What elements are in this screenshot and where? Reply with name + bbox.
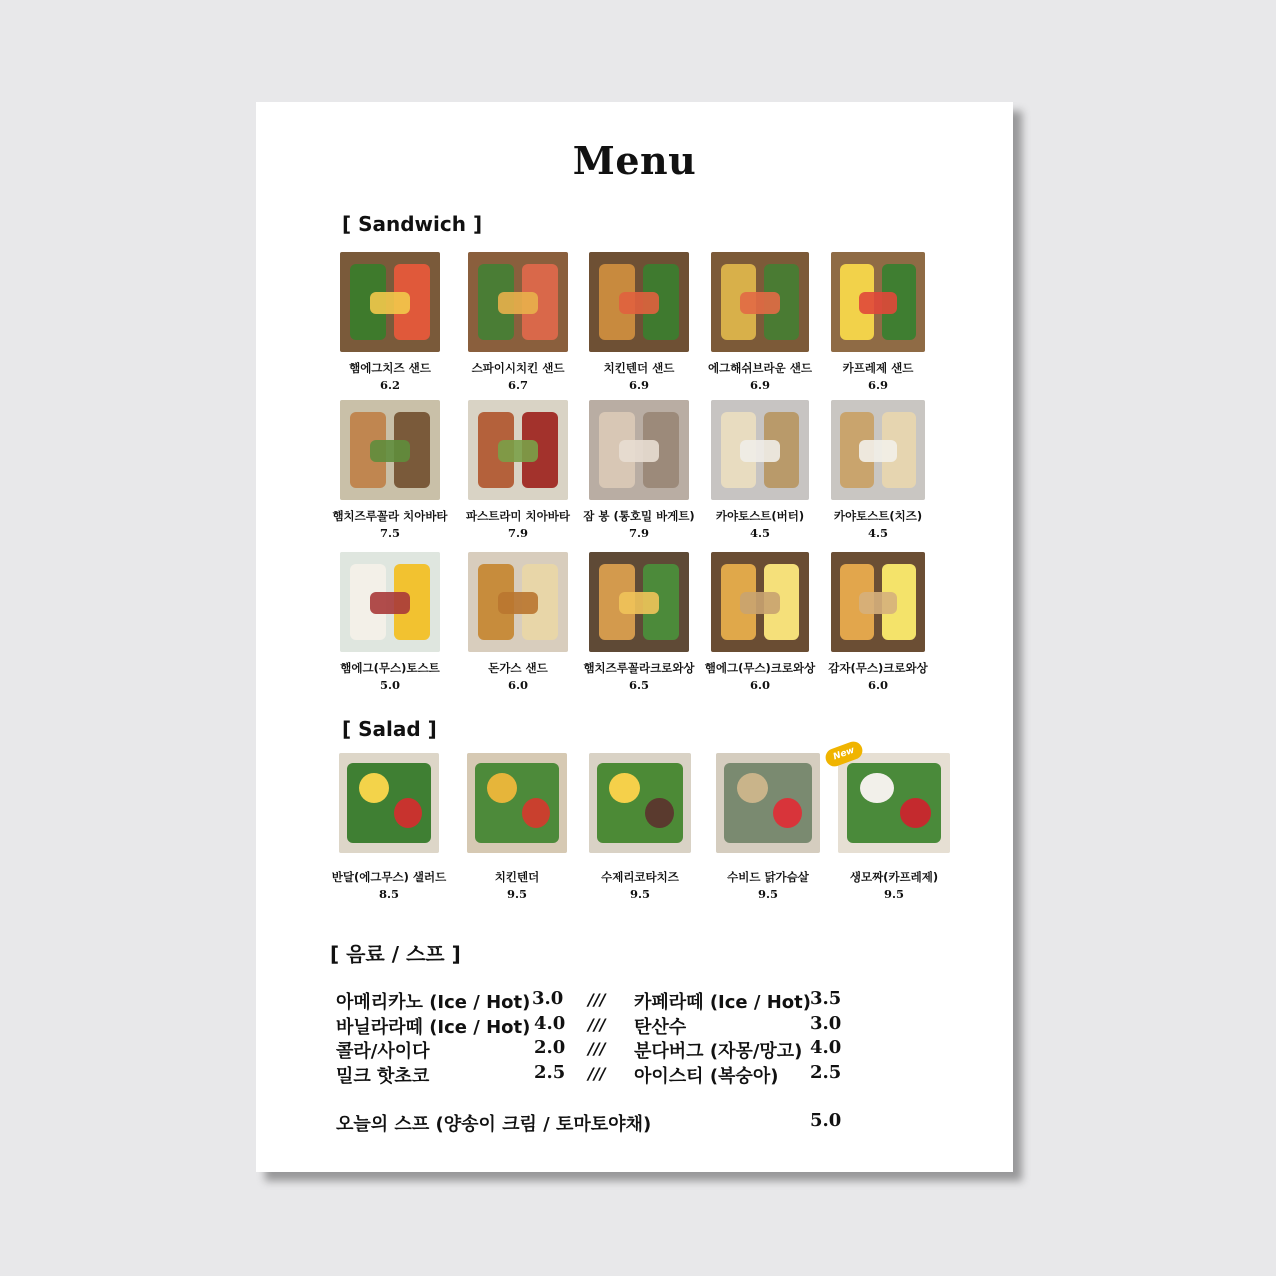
sandwich-price: 6.0 xyxy=(507,678,528,692)
sandwich-price: 6.0 xyxy=(749,678,770,692)
sandwich-name: 잠 봉 (통호밀 바게트) xyxy=(583,509,695,523)
drink-separator: /// xyxy=(588,1039,606,1058)
sandwich-photo xyxy=(468,552,568,652)
drink-price: 2.5 xyxy=(534,1061,566,1083)
sandwich-price: 6.9 xyxy=(867,378,888,392)
sandwich-price: 4.5 xyxy=(867,526,888,540)
salad-price: 9.5 xyxy=(883,887,904,901)
salad-price: 8.5 xyxy=(378,887,399,901)
drink-name: 아이스티 (복숭아) xyxy=(634,1065,779,1087)
salad-name: 생모짜(카프레제) xyxy=(849,870,939,884)
drink-price: 4.0 xyxy=(534,1012,566,1034)
drink-name: 분다버그 (자몽/망고) xyxy=(634,1041,803,1062)
drink-name: 바닐라라떼 (Ice / Hot) xyxy=(336,1016,531,1038)
sandwich-photo xyxy=(589,552,689,652)
drink-price: 3.0 xyxy=(810,1012,842,1034)
sandwich-price: 6.5 xyxy=(628,678,649,692)
salad-photo xyxy=(589,753,691,853)
sandwich-photo xyxy=(831,400,925,500)
salad-price: 9.5 xyxy=(757,887,778,901)
sandwich-price: 6.2 xyxy=(379,378,400,392)
salad-name: 수제리코타치즈 xyxy=(601,870,679,884)
salad-photo xyxy=(838,753,950,853)
sandwich-name: 햄에그(무스)크로와상 xyxy=(704,661,816,675)
drink-name: 카페라떼 (Ice / Hot) xyxy=(634,992,811,1013)
sandwich-photo xyxy=(831,252,925,352)
sandwich-name: 카야토스트(치즈) xyxy=(833,509,923,523)
sandwich-name: 카야토스트(버터) xyxy=(715,509,805,523)
drinks-heading: [ 음료 / 스프 ] xyxy=(330,942,461,966)
sandwich-photo xyxy=(711,552,809,652)
sandwich-name: 카프레제 샌드 xyxy=(842,361,914,375)
sandwich-name: 감자(무스)크로와상 xyxy=(828,661,928,675)
drink-name: 밀크 핫초코 xyxy=(336,1065,430,1087)
sandwich-name: 돈가스 샌드 xyxy=(488,661,548,675)
sandwich-name: 스파이시치킨 샌드 xyxy=(471,361,565,375)
menu-sheet xyxy=(256,102,1013,1172)
sandwich-price: 7.9 xyxy=(507,526,528,540)
drink-price: 3.5 xyxy=(810,988,842,1009)
drink-separator: /// xyxy=(588,1063,606,1083)
salad-heading: [ Salad ] xyxy=(342,717,437,741)
drink-name: 콜라/사이다 xyxy=(336,1041,430,1062)
menu-title: Menu xyxy=(572,138,697,183)
sandwich-photo xyxy=(468,252,568,352)
sandwich-name: 에그해쉬브라운 샌드 xyxy=(708,361,812,375)
sandwich-photo xyxy=(340,552,440,652)
salad-name: 수비드 닭가슴살 xyxy=(727,870,809,884)
drink-price: 3.0 xyxy=(532,988,564,1009)
sandwich-photo xyxy=(589,400,689,500)
sandwich-name: 파스트라미 치아바타 xyxy=(466,509,570,523)
drink-separator: /// xyxy=(588,1014,606,1034)
new-badge: New xyxy=(823,739,865,769)
drink-separator: /// xyxy=(588,990,606,1009)
soup-price: 5.0 xyxy=(810,1110,842,1131)
drink-price: 2.5 xyxy=(810,1061,842,1083)
sandwich-name: 햄에그치즈 샌드 xyxy=(349,361,431,375)
sandwich-price: 7.9 xyxy=(628,526,649,540)
drink-price: 2.0 xyxy=(534,1037,566,1058)
soup-name: 오늘의 스프 (양송이 크림 / 토마토야채) xyxy=(336,1114,652,1135)
sandwich-photo xyxy=(711,400,809,500)
sandwich-name: 햄치즈루꼴라 치아바타 xyxy=(332,509,448,523)
salad-price: 9.5 xyxy=(506,887,527,901)
drink-name: 탄산수 xyxy=(634,1016,687,1038)
sandwich-price: 6.0 xyxy=(867,678,888,692)
sandwich-price: 4.5 xyxy=(749,526,770,540)
sandwich-photo xyxy=(589,252,689,352)
sandwich-price: 6.9 xyxy=(749,378,770,392)
salad-name: 치킨텐더 xyxy=(494,870,540,884)
sandwich-heading: [ Sandwich ] xyxy=(342,212,483,236)
sandwich-photo xyxy=(468,400,568,500)
salad-photo xyxy=(716,753,820,853)
sandwich-price: 5.0 xyxy=(379,678,400,692)
drink-name: 아메리카노 (Ice / Hot) xyxy=(336,992,531,1013)
sandwich-photo xyxy=(340,252,440,352)
sandwich-price: 7.5 xyxy=(379,526,400,540)
sandwich-price: 6.7 xyxy=(507,378,528,392)
salad-photo xyxy=(467,753,567,853)
drink-price: 4.0 xyxy=(810,1037,842,1058)
sandwich-photo xyxy=(831,552,925,652)
sandwich-name: 햄치즈루꼴라크로와상 xyxy=(583,661,695,675)
sandwich-photo xyxy=(711,252,809,352)
salad-photo xyxy=(339,753,439,853)
sandwich-price: 6.9 xyxy=(628,378,649,392)
salad-price: 9.5 xyxy=(629,887,650,901)
sandwich-name: 치킨텐더 샌드 xyxy=(603,361,675,375)
sandwich-name: 햄에그(무스)토스트 xyxy=(340,661,440,675)
sandwich-photo xyxy=(340,400,440,500)
salad-name: 반달(에그무스) 샐러드 xyxy=(331,870,447,884)
